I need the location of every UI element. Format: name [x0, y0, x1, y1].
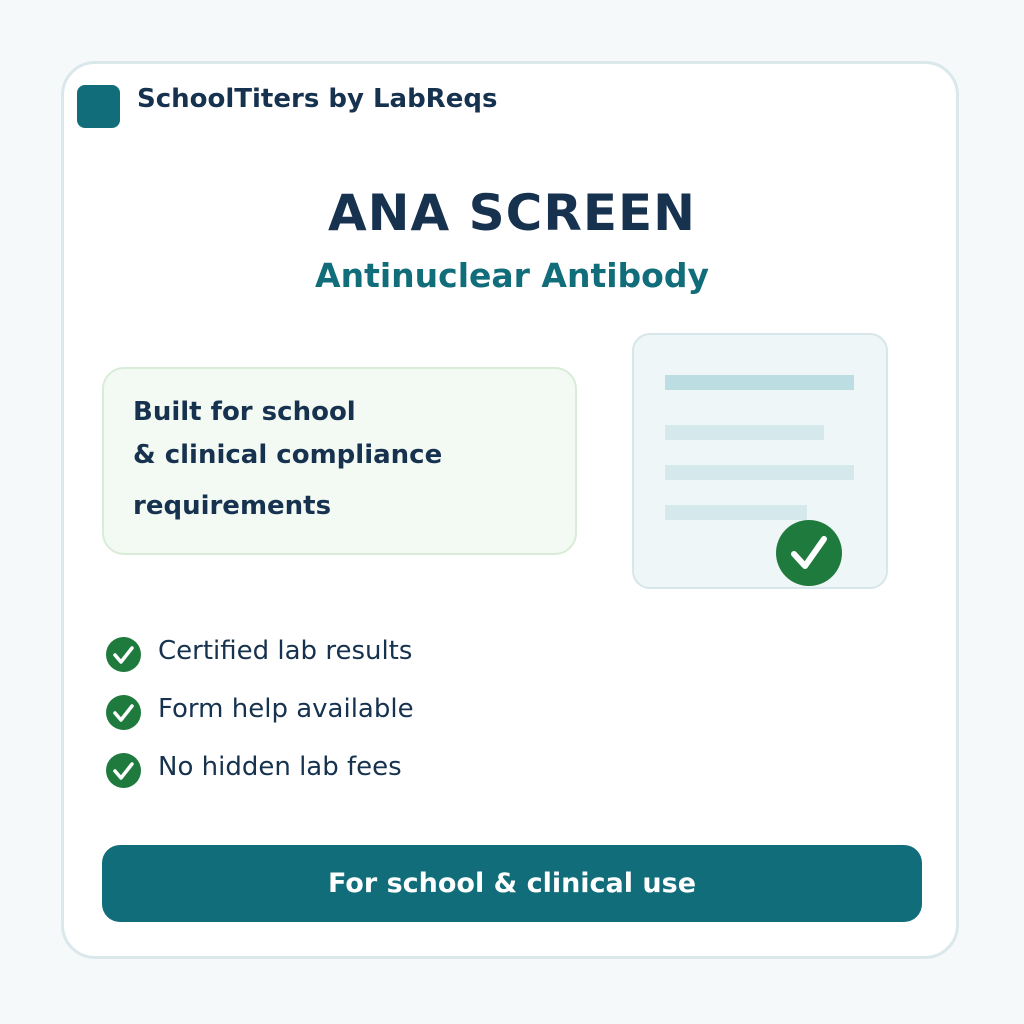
- document-line: [665, 465, 854, 480]
- compliance-line-2: & clinical compliance: [133, 440, 443, 470]
- feature-item-no-hidden-fees: No hidden lab fees: [158, 752, 402, 782]
- school-clinical-use-button[interactable]: For school & clinical use: [102, 845, 922, 922]
- page-title: ANA SCREEN: [327, 184, 696, 242]
- compliance-line-3: requirements: [133, 491, 332, 521]
- checkmark-icon: [776, 520, 842, 586]
- feature-item-certified-results: Certified lab results: [158, 636, 413, 666]
- brand-name: SchoolTiters by LabReqs: [137, 84, 498, 114]
- feature-item-form-help: Form help available: [158, 694, 414, 724]
- document-line: [665, 505, 807, 520]
- checkmark-icon: [106, 695, 141, 730]
- compliance-line-1: Built for school: [133, 397, 356, 427]
- checkmark-icon: [106, 637, 141, 672]
- checkmark-icon: [106, 753, 141, 788]
- document-icon: [632, 333, 888, 589]
- document-line: [665, 375, 854, 390]
- document-line: [665, 425, 824, 440]
- brand-logo: [77, 85, 120, 128]
- page-subtitle: Antinuclear Antibody: [315, 256, 709, 295]
